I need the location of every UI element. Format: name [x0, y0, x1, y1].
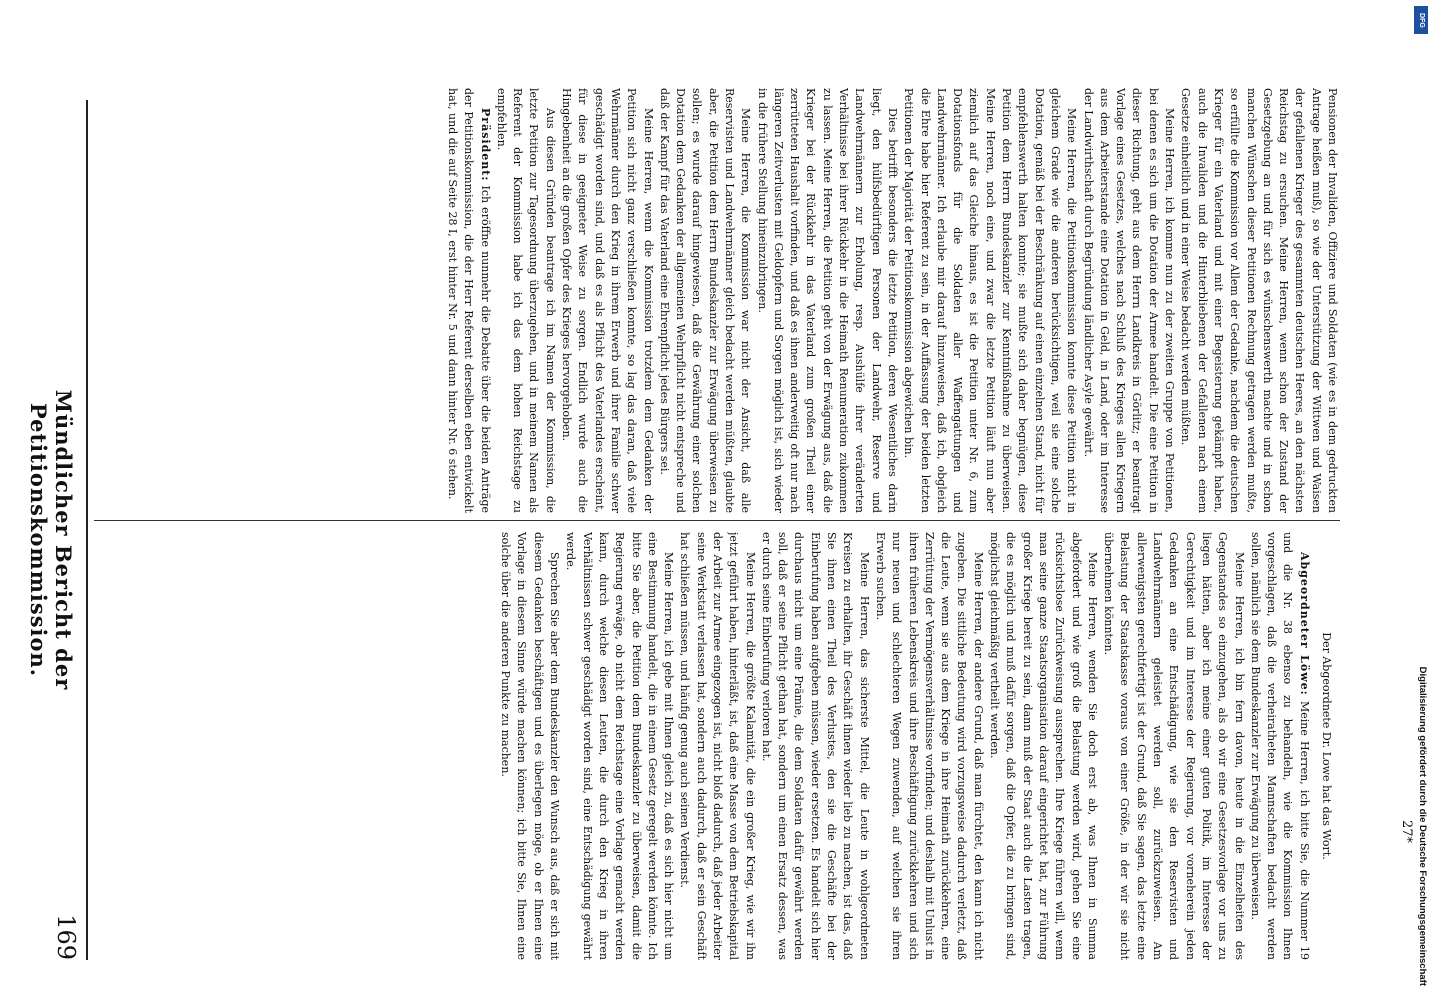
running-title: Mündlicher Bericht der Petitionskommission. — [26, 389, 76, 691]
header-rule — [86, 100, 88, 960]
signature-mark: 27* — [1399, 820, 1414, 844]
right-column — [94, 532, 1340, 960]
speaker-label: Abgeordneter Löwe: — [1297, 552, 1311, 696]
paragraph: Meine Herren, die Petitionskommission konnte diese Petition nicht in gleichem Grade wie die anderen berücksichtigen, weil sie eine solche Dotation, gemäß bei der Beschränkung auf einen einzelnen Stand, nicht für empfehlenswerth halten konnte; sie mußte sich daher begnügen, diese Petition dem Herrn Bundeskanzler zur Kenntnißnahme zu überweisen. Meine Herren, noch eine, und zwar die letzte Petition läuft nun aber ziemlich auf das Gleiche hinaus, es ist die Petition unter Nr. 6, zum Dotationsfonds für die Soldaten aller Waffengattungen und Landwehrmänner. Ich erlaube mir darauf hinzuweisen, daß ich, obgleich die Ehre habe hier Referent zu sein, in der Auffassung der beiden letzten Petitionen der Majorität der Petitionskommission abgewichen bin. — [902, 88, 1079, 513]
credit-text: Digitalisierung gefördert durch die Deutsche Forschungsgemeinschaft — [1417, 666, 1428, 986]
speaker-paragraph — [1247, 532, 1312, 960]
running-head — [26, 100, 80, 960]
section-heading: Der Abgeordnete Dr. Lowe hat das Wort. — [1320, 632, 1333, 860]
paragraph: Sprechen Sie aber dem Bundeskanzler den Wunsch aus, daß er sich mit diesem Gedanken beschäftigen und es überlegen möge, ob er Ihnen eine Vorlage in diesem Sinne würde machen können; ich bitte Sie, Ihnen eine solche über die anderen Punkte zu machen. — [499, 532, 562, 960]
digitization-credit — [1412, 6, 1430, 996]
dfg-logo-badge: DFG — [1414, 6, 1428, 34]
left-column — [94, 88, 1340, 513]
speaker-label: Präsident: — [478, 108, 492, 182]
paragraph: Meine Herren, ich gebe mit Ihnen gleich zu, daß es sich hier nicht um eine Bestimmung handelt, die in einem Gesetz geregelt werden könnte. Ich bitte Sie aber, die Petition dem Bundeskanzler zu überweisen, damit die Regierung erwäge, ob nicht dem Reichstage eine Vorlage gemacht werden kann, durch welche diesen Leuten, die durch den Krieg in ihren Verhältnissen schwer geschädigt worden sind, eine Entschädigung gewährt werde. — [564, 532, 676, 960]
president-paragraph — [444, 88, 493, 513]
paragraph: Meine Herren, wenden Sie doch erst ab, was Ihnen in Summa abgefordert und wie groß die Belastung werden wird, gehen Sie eine rücksichtslose Zurückweisung aussprechen. Ihre Kriege führen will, wenn man seine ganze Staatsorganisation darauf eingerichtet hat, zur Führung großer Kriege bereit zu sein, dann muß der Staat auch die Lasten tragen, die es möglich und muß dafür sorgen, daß die Opfer, die zu bringen sind, möglichst gleichmäßig vertheilt werden. — [988, 532, 1099, 960]
paragraph: Meine Herren, ich bin fern davon, heute in die Einzelheiten des Gegenstandes so einzugehen, als ob wir eine Gesetzesvorlage vor uns zu liegen hätten, aber ich meine einer guten Politik, im Interesse der Gerechtigkeit und im Interesse der Regierung, vor vorneherein jeden Gedanken an eine Entschädigung, wie sie den Reservisten und Landwehrmännern geleistet werden soll, zurückzuweisen. Am allerwenigsten gerechtfertigt ist der Grund, daß Sie sagen, das letzte eine Belastung der Staatskasse voraus von einer Größe, in der wir sie nicht übernehmen könnten. — [1102, 532, 1246, 960]
page-number: 169 — [52, 914, 80, 960]
paragraph: Meine Herren, die größte Kalamität, die ein großer Krieg, wie wir ihn jetzt geführt haben, hinterläßt, ist, daß eine Masse von dem Betriebskapital der Arbeit zur Armee eingezogen ist, nicht bloß dadurch, daß jeder Arbeiter seine Werkstatt verlassen hat, sondern auch dadurch, daß er sein Geschäft hat schließen müssen, und häufig genug auch seinen Verdienst. — [678, 532, 757, 960]
paragraph: Meine Herren, die Kommission war nicht der Ansicht, daß alle Reservisten und Landwehrmänner gleich bedacht werden müßten, glaubte aber, die Petition dem Herrn Bundeskanzler zur Erwägung überweisen zu sollen; es wurde darauf hingewiesen, daß die Gewährung einer solchen Dotation dem Gedanken der allgemeinen Wehrpflicht nicht entspreche und daß der Kampf für das Vaterland eine Ehrenpflicht jedes Bürgers sei. — [657, 88, 753, 513]
paragraph: Meine Herren, wenn die Kommission trotzdem dem Gedanken der Petition sich nicht ganz verschließen konnte, so lag das daran, daß viele Wehrmänner durch den Krieg in ihrem Erwerb und ihrer Familie schwer geschädigt worden sind, und daß es als Pflicht des Vaterlandes erscheint, für diese in geeigneter Weise zu sorgen. Endlich wurde auch die Hingebenheit an die großen Opfer des Krieges hervorgehoben. — [560, 88, 655, 513]
paragraph: Meine Herren, ich komme nun zu der zweiten Gruppe von Petitionen, bei denen es sich um die Dotation der Armee handelt. Die eine Petition in dieser Richtung, geht aus dem Herrn Landkreis in Görlitz; er beantragt Vorlage eines Gesetzes, welches nach Schluß des Krieges allen Kriegern aus dem Arbeiterstande eine Dotation in Geld, in Land, oder im Interesse der Landwirthschaft durch Begründung ländlicher Asyle gewährt. — [1081, 88, 1177, 513]
paragraph: Meine Herren, das sicherste Mittel, die Leute in wohlgeordneten Kreisen zu erhalten, ihr Geschäft ihnen wieder lieb zu machen, ist das, daß Sie ihnen einen Theil des Verlustes, den sie die Geschäfte bei der Einberufung haben aufgeben müssen, wieder ersetzen. Es handelt sich hier durchaus nicht um eine Prämie, die dem Soldaten dafür gewährt werden soll, daß er seine Pflicht gethan hat, sondern um einen Ersatz dessen, was er durch seine Einberufung verloren hat. — [759, 532, 871, 960]
paragraph: Pensionen der Invaliden, Offiziere und Soldaten (wie es in dem gedruckten Antrage heißen muß), so wie der Unterstützung der Wittwen und Waisen der gefallenen Krieger des gesammten deutschen Heeres, an den nächsten Reichstag zu ersuchen. Meine Herren, wenn schon der Zustand der Gesetzgebung an und für sich es wünschenswerth machte und in schon manchen Wünschen dieser Petitionen Rechnung getragen werden mußte, so erfüllte die Kommission vor Allem der Gedanke, nachdem die deutschen Krieger für ein Vaterland und mit einer Begeisterung gekämpft haben, auch die Invaliden und die Hinterbliebenen der Gefallenen nach einem Gesetze einheitlich und in einer Weise bedacht werden müßten. — [1179, 88, 1339, 513]
paragraph: Aus diesen Gründen beantrage ich im Namen der Kommission, die letzte Petition zur Tagesordnung überzugehen, und in meinem Namen als Referent der Kommission habe ich das dem hohen Reichstage zu empfehlen. — [494, 88, 557, 513]
speech-text: Ich eröffne nunmehr die Debatte über die beiden Anträge der Petitionskommission, die der Herr Referent derselben eben entwickelt hat, und die auf Seite 28 I, erst hinter Nr. 5 und dann hinter Nr. 6 stehen. — [445, 88, 492, 513]
column-divider — [94, 520, 1340, 521]
speech-text: Meine Herren, ich bitte Sie, die Nummer 19 und die Nr. 38 ebenso zu behandeln, wie die Kommission Ihnen vorgeschlagen, daß die verheiratheten Mannschaften bedacht werden sollen, nämlich sie dem Bundeskanzler zur Erwägung zu überweisen. — [1248, 532, 1311, 960]
paragraph: Dies betrifft besonders die letzte Petition, deren Wesentliches darin liegt, den hülfsbedürftigen Personen der Landwehr, Reserve und Landwehrmännern zur Erholung, resp. Aushülfe ihrer veränderten Verhältnisse bei ihrer Rückkehr in die Heimath Renumeration zukommen zu lassen. Meine Herren, die Petition geht von der Erwägung aus, daß die Krieger bei der Rückkehr in das Vaterland zum großen Theil einer zerrütteten Haushalt vorfinden, und daß es ihnen anderweitig oft nur nach längeren Zeitverlusten mit Geldopfern und Sorgen möglich ist, sich wieder in die frühere Stellung hineinzubringen. — [755, 88, 899, 513]
paragraph: Meine Herren, der andere Grund, daß man fürchtet, den kann ich nicht zugeben. Die sittliche Bedeutung wird vorzugsweise dadurch verletzt, daß die Leute, wenn sie aus dem Kriege in ihre Heimath zurückkehren, eine Zerrüttung der Vermögensverhältnisse vorfinden; und deshalb mit Unlust in ihren früheren Lebenskreis und ihre Beschäftigung zurückkehren und sich nur neuen und schlechteren Wegen zuwenden, auf welchen sie ihren Erwerb suchen. — [873, 532, 985, 960]
